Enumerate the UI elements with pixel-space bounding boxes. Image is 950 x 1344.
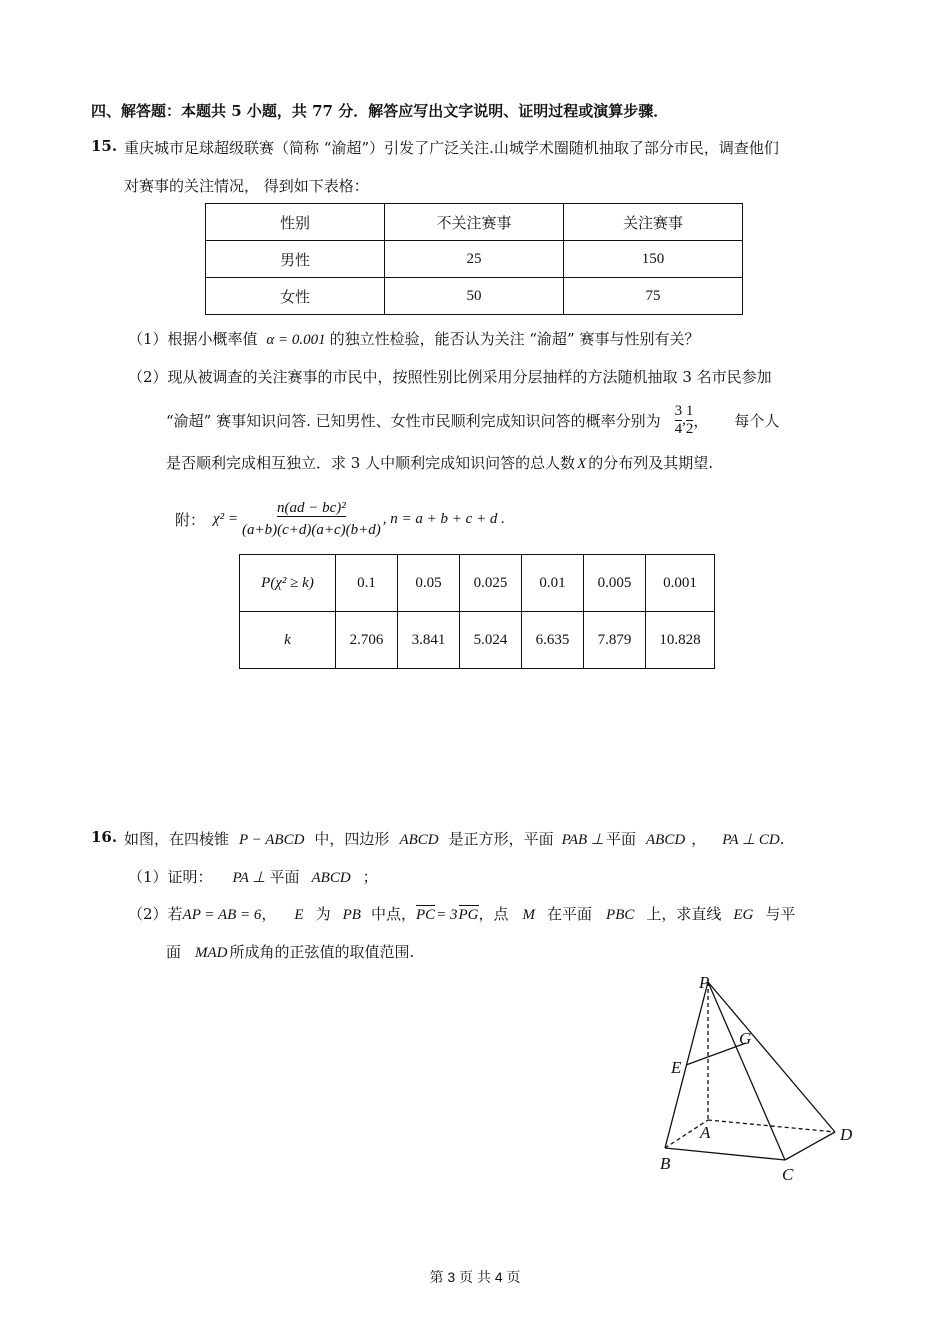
pyramid-name: P − ABCD bbox=[239, 832, 305, 848]
label-d: D bbox=[840, 1125, 853, 1144]
q16-stem bbox=[124, 828, 785, 849]
table-cell: 男性 bbox=[206, 241, 385, 278]
fraction-denominator: 2 bbox=[685, 420, 694, 437]
vector-equation: = 3 bbox=[436, 907, 458, 923]
formula-numerator: n(ad − bc)² bbox=[276, 500, 346, 516]
point-m: M bbox=[522, 907, 536, 923]
table-row bbox=[206, 241, 743, 278]
chi-square-table bbox=[239, 554, 715, 669]
q16-part2-text: 上，求直线 bbox=[646, 905, 722, 923]
plane-mad: MAD bbox=[195, 945, 228, 961]
table-header-cell: 关注赛事 bbox=[564, 204, 743, 241]
q16-part2-text: （2）若 bbox=[128, 905, 183, 923]
table-cell: 75 bbox=[564, 278, 743, 315]
q16-part2-text: 为 bbox=[315, 905, 331, 923]
variable-x: X bbox=[577, 456, 587, 472]
fraction-numerator: 3 bbox=[674, 402, 683, 419]
formula-lhs: χ² = bbox=[213, 510, 238, 527]
q16-part2-text: ，点 bbox=[478, 905, 509, 923]
q16-stem-text: 是正方形，平面 bbox=[448, 830, 554, 848]
q16-stem-text: 平面 bbox=[606, 830, 637, 848]
q16-part2-text: 在平面 bbox=[547, 905, 593, 923]
segment-eg bbox=[686, 1043, 746, 1065]
vector-pc: PC bbox=[415, 907, 436, 923]
q15-part2-line1: （2）现从被调查的关注赛事的市民中，按照性别比例采用分层抽样的方法随机抽取 3 名市民参加 bbox=[128, 368, 772, 386]
plane-pbc: PBC bbox=[606, 907, 635, 923]
q15-part1 bbox=[128, 328, 699, 349]
plane-abcd: ABCD bbox=[646, 832, 686, 848]
pa-perp: PA ⊥ bbox=[232, 870, 266, 886]
table-cell: 0.01 bbox=[522, 555, 584, 612]
q15-part2-line3-text: 是否顺利完成相互独立．求 3 人中顺利完成知识问答的总人数 bbox=[166, 454, 576, 472]
chi-square-fraction bbox=[242, 497, 381, 541]
table-cell: 25 bbox=[385, 241, 564, 278]
section-heading: 四、解答题：本题共 5 小题，共 77 分．解答应写出文字说明、证明过程或演算步骤． bbox=[91, 102, 669, 120]
point-e: E bbox=[294, 907, 304, 923]
q15-part2-line2-text: “渝超” 赛事知识问答. 已知男性、女性市民顺利完成知识问答的概率分别为 bbox=[166, 411, 661, 430]
q16-part2-text: 所成角的正弦值的取值范围. bbox=[229, 943, 415, 961]
edge-pc bbox=[708, 982, 785, 1160]
q15-number: 15. bbox=[91, 137, 118, 155]
fraction-denominator: 4 bbox=[674, 420, 683, 437]
q15-intro-line2: 对赛事的关注情况， 得到如下表格： bbox=[124, 177, 369, 195]
table-header-cell: 不关注赛事 bbox=[385, 204, 564, 241]
edge-cd bbox=[785, 1132, 835, 1160]
q16-part1-text: ； bbox=[362, 868, 378, 886]
page-footer: 第 3 页 共 4 页 bbox=[429, 1269, 521, 1285]
q16-part1-text: 平面 bbox=[269, 868, 300, 886]
segment-pb: PB bbox=[342, 907, 361, 923]
table-cell: 0.025 bbox=[460, 555, 522, 612]
vector-pg: PG bbox=[458, 907, 479, 923]
appendix-formula bbox=[175, 494, 505, 544]
q15-part2-line2-tail: 每个人 bbox=[734, 411, 780, 430]
q15-intro-line1: 重庆城市足球超级联赛（简称 “渝超”）引发了广泛关注.山城学术圈随机抽取了部分市民，调查他们 bbox=[124, 139, 779, 157]
q16-stem-text: . bbox=[779, 830, 785, 848]
square-name: ABCD bbox=[399, 832, 439, 848]
edge-pd bbox=[708, 982, 835, 1132]
table-cell: 0.1 bbox=[336, 555, 398, 612]
table-cell: 0.001 bbox=[646, 555, 715, 612]
q16-part2-line1 bbox=[128, 903, 795, 924]
q16-part1-text: （1）证明： bbox=[128, 868, 213, 886]
q15-part2-line3 bbox=[166, 452, 713, 473]
formula-denominator: (a+b)(c+d)(a+c)(b+d) bbox=[241, 522, 381, 538]
table-row bbox=[240, 555, 715, 612]
q16-part2-text: 面 bbox=[166, 943, 182, 961]
label-p: P bbox=[699, 973, 710, 992]
table-cell: 5.024 bbox=[460, 612, 522, 669]
edge-bc bbox=[665, 1148, 785, 1160]
label-a: A bbox=[700, 1123, 711, 1142]
appendix-label: 附： bbox=[175, 510, 206, 529]
fraction-three-quarters bbox=[675, 403, 683, 438]
table-row bbox=[206, 278, 743, 315]
table-cell: 7.879 bbox=[584, 612, 646, 669]
q16-part2-text: 与平 bbox=[765, 905, 796, 923]
q15-part2-line3-tail: 的分布列及其期望. bbox=[588, 454, 714, 472]
q16-part2-line2 bbox=[166, 941, 414, 962]
table-row-label: k bbox=[284, 631, 291, 648]
q16-stem-text: ， bbox=[691, 830, 707, 848]
ap-ab-equation: AP = AB = 6 bbox=[182, 907, 262, 923]
q16-stem-text: 如图，在四棱锥 bbox=[124, 830, 230, 848]
q16-part2-text: ， bbox=[261, 905, 277, 923]
q16-part1 bbox=[128, 866, 378, 887]
table-row bbox=[206, 204, 743, 241]
table-cell: 女性 bbox=[206, 278, 385, 315]
q15-part1-text-a: （1）根据小概率值 bbox=[128, 330, 258, 348]
q15-part2-line2: “渝超” 赛事知识问答. 已知男性、女性市民顺利完成知识问答的概率分别为 $\frac{3}{4}$ , $\frac{1}{2}$ ， 每个人 bbox=[166, 402, 780, 437]
table-cell: 6.635 bbox=[522, 612, 584, 669]
label-e: E bbox=[671, 1058, 682, 1077]
q15-part1-text-b: 的独立性检验，能否认为关注 “渝超” 赛事与性别有关？ bbox=[329, 330, 700, 348]
fraction-one-half bbox=[686, 403, 694, 438]
table-row bbox=[240, 612, 715, 669]
label-g: G bbox=[739, 1029, 752, 1048]
table-cell: 0.005 bbox=[584, 555, 646, 612]
table-cell: 50 bbox=[385, 278, 564, 315]
table-row-label: P(χ² ≥ k) bbox=[261, 574, 314, 591]
table-cell: 3.841 bbox=[398, 612, 460, 669]
pyramid-figure bbox=[650, 970, 870, 1185]
label-b: B bbox=[660, 1154, 671, 1173]
label-c: C bbox=[782, 1165, 794, 1184]
plane-abcd: ABCD bbox=[311, 870, 351, 886]
plane-pab: PAB ⊥ bbox=[561, 832, 604, 848]
survey-table bbox=[205, 203, 743, 315]
table-cell: 10.828 bbox=[646, 612, 715, 669]
q16-number: 16. bbox=[91, 828, 118, 846]
pa-perp-cd: PA ⊥ CD bbox=[722, 832, 780, 848]
q16-part2-text: 中点， bbox=[370, 905, 416, 923]
table-cell: 0.05 bbox=[398, 555, 460, 612]
fraction-numerator: 1 bbox=[685, 402, 694, 419]
formula-tail: , n = a + b + c + d . bbox=[382, 510, 505, 527]
table-header-cell: 性别 bbox=[206, 204, 385, 241]
alpha-value: α = 0.001 bbox=[266, 332, 326, 348]
table-cell: 150 bbox=[564, 241, 743, 278]
table-cell: 2.706 bbox=[336, 612, 398, 669]
line-eg: EG bbox=[733, 907, 754, 923]
q16-stem-text: 中，四边形 bbox=[314, 830, 390, 848]
